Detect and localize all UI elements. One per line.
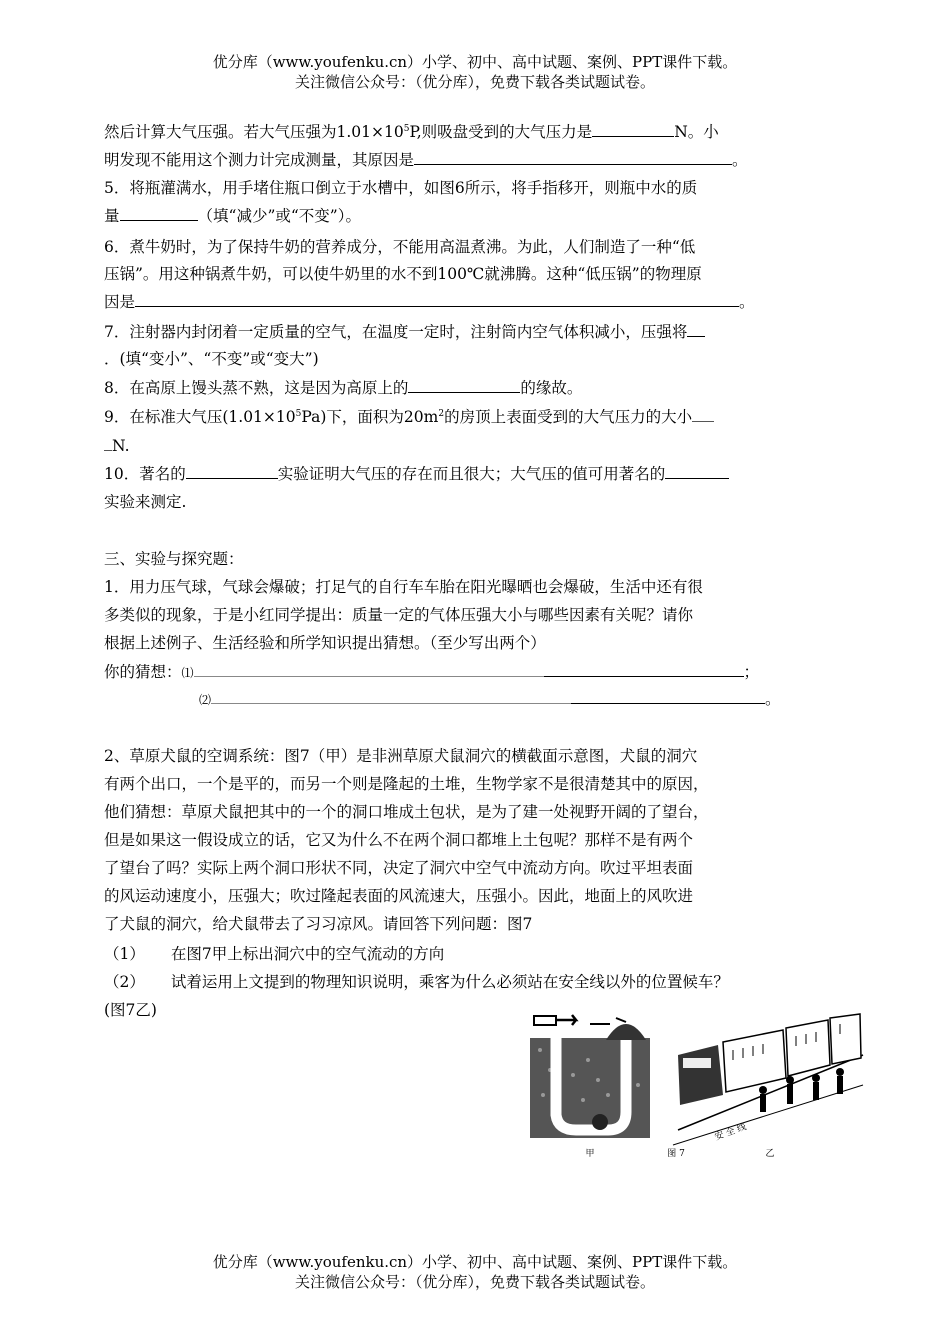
q7-line-2: ．(填“变小”、“不变”或“变大”) — [104, 350, 319, 368]
q9-exponent: 5 — [295, 408, 302, 419]
q9-line-1 — [104, 407, 714, 427]
q9-exponent-2: 2 — [438, 408, 445, 419]
q8-blank[interactable] — [408, 378, 520, 393]
q9-blank[interactable] — [692, 407, 714, 422]
header-line-2: 关注微信公众号：（优分库），免费下载各类试题试卷。 — [294, 73, 655, 91]
label-yi: 乙 — [765, 1149, 775, 1159]
q6-line-3 — [104, 292, 755, 312]
sub-question-2 — [104, 972, 729, 992]
sub-1-text: 在图7甲上标出洞穴中的空气流动的方向 — [170, 945, 445, 963]
s3-q2-line-6: 的风运动速度小，压强大；吹过隆起表面的风流速大，压强小。因此，地面上的风吹进 — [104, 887, 694, 905]
sub-2-number: （2） — [104, 973, 145, 991]
q6-line-1: 6．煮牛奶时，为了保持牛奶的营养成分，不能用高温煮沸。为此，人们制造了一种“低 — [104, 238, 696, 256]
q6-line-2: 压锅”。用这种锅煮牛奶，可以使牛奶里的水不到100℃就沸腾。这种“低压锅”的物理原 — [104, 265, 702, 283]
q6-text-c: 因是 — [104, 293, 136, 311]
q4-blank-reason[interactable] — [414, 150, 732, 165]
guess-2-blank-b[interactable] — [571, 689, 765, 704]
s3-q2-line-7: 了犬鼠的洞穴，给犬鼠带去了习习凉风。请回答下列问题：图7 — [104, 915, 533, 933]
guess-2-end: 。 — [765, 690, 781, 708]
q10-line-1 — [104, 464, 729, 484]
guess-2-blank-a[interactable] — [211, 689, 571, 704]
guess-label: 你的猜想： — [104, 663, 182, 681]
q5-line-2 — [104, 206, 361, 226]
sub-2-figure-ref: (图7乙) — [104, 1001, 157, 1019]
s3-q1-line-2: 多类似的现象，于是小红同学提出：质量一定的气体压强大小与哪些因素有关呢？请你 — [104, 606, 694, 624]
q7-line-1 — [104, 322, 705, 342]
q9-blank-cont[interactable] — [104, 436, 112, 451]
q4-exponent: 5 — [403, 123, 410, 134]
s3-q2-line-5: 了望台了吗？实际上两个洞口形状不同，决定了洞穴中空气中流动方向。吹过平坦表面 — [104, 859, 694, 877]
sub-2-text: 试着运用上文提到的物理知识说明，乘客为什么必须站在安全线以外的位置候车？ — [170, 973, 729, 991]
q5-blank[interactable] — [120, 206, 198, 221]
safety-line-label: 安 全 线 — [713, 1122, 748, 1143]
section-3-title: 三、实验与探究题： — [104, 550, 244, 568]
guess-1-blank-a[interactable] — [194, 662, 544, 677]
q4-text-c: N。小 — [674, 123, 719, 141]
guess-2-number: ⑵ — [199, 693, 212, 707]
sub-question-1 — [104, 944, 444, 964]
figure-7-drawing — [528, 1010, 868, 1160]
q10-blank-2[interactable] — [665, 464, 729, 479]
s3-q2-line-1: 2、草原犬鼠的空调系统：图7（甲）是非洲草原犬鼠洞穴的横截面示意图，犬鼠的洞穴 — [104, 747, 698, 765]
s3-q1-line-3: 根据上述例子、生活经验和所学知识提出猜想。（至少写出两个） — [104, 634, 546, 652]
label-figure-7: 图 7 — [667, 1149, 685, 1159]
q5-text-c: （填“减少”或“不变”）。 — [197, 207, 361, 225]
q4-text-end: 。 — [732, 151, 748, 169]
s3-q1-line-1: 1．用力压气球，气球会爆破；打足气的自行车车胎在阳光曝晒也会爆破，生活中还有很 — [104, 578, 703, 596]
q6-text-d: 。 — [739, 293, 755, 311]
q7-text-a: 7．注射器内封闭着一定质量的空气，在温度一定时，注射筒内空气体积减小，压强将 — [104, 323, 688, 341]
footer-line-2: 关注微信公众号：（优分库），免费下载各类试题试卷。 — [294, 1273, 655, 1291]
q9-text-d: N. — [112, 437, 130, 455]
q4-text-reason: 明发现不能用这个测力计完成测量，其原因是 — [104, 151, 415, 169]
q5-text-b: 量 — [104, 207, 120, 225]
q4-blank-force[interactable] — [592, 122, 674, 137]
q4-continuation-line — [104, 122, 719, 142]
guess-1-end: ； — [743, 663, 760, 681]
q6-blank[interactable] — [135, 292, 739, 307]
s3-q2-line-3: 他们猜想：草原犬鼠把其中的一个的洞口堆成土包状，是为了建一处视野开阔的了望台， — [104, 803, 709, 821]
q4-text-b: P,则吸盘受到的大气压力是 — [409, 123, 593, 141]
sub-1-number: （1） — [104, 945, 145, 963]
footer-line-1: 优分库（www.youfenku.cn）小学、初中、高中试题、案例、PPT课件下载。 — [212, 1253, 738, 1271]
guess-line-2 — [199, 689, 781, 710]
label-jia: 甲 — [585, 1149, 595, 1159]
header-line-1: 优分库（www.youfenku.cn）小学、初中、高中试题、案例、PPT课件下载。 — [212, 53, 738, 71]
q4-continuation-line-2 — [104, 150, 748, 170]
train-platform-scene — [673, 1014, 863, 1145]
q10-blank-1[interactable] — [186, 464, 278, 479]
q8-text-a: 8．在高原上馒头蒸不熟，这是因为高原上的 — [104, 379, 409, 397]
burrow-diagram — [530, 1015, 650, 1138]
q8-text-b: 的缘故。 — [520, 379, 583, 397]
q10-text-a: 10．著名的 — [104, 465, 186, 483]
figure-7 — [528, 1010, 868, 1160]
guess-1-number: ⑴ — [181, 666, 194, 680]
q4-text-a: 然后计算大气压强。若大气压强为1.01×10 — [104, 123, 404, 141]
guess-1-blank-b[interactable] — [544, 662, 744, 677]
q9-text-c: 的房顶上表面受到的大气压力的大小 — [444, 408, 693, 426]
q10-text-b: 实验证明大气压的存在而且很大；大气压的值可用著名的 — [277, 465, 666, 483]
q9-text-a: 9．在标准大气压(1.01×10 — [104, 408, 296, 426]
q10-line-2: 实验来测定. — [104, 493, 187, 511]
q7-blank[interactable] — [687, 322, 705, 337]
guess-line-1 — [104, 662, 759, 683]
q9-text-b: Pa)下，面积为20m — [301, 408, 439, 426]
q8-line — [104, 378, 582, 398]
q9-line-2 — [104, 436, 130, 456]
s3-q2-line-2: 有两个出口，一个是平的，而另一个则是隆起的土堆，生物学家不是很清楚其中的原因， — [104, 775, 709, 793]
q5-line-1: 5．将瓶灌满水，用手堵住瓶口倒立于水槽中，如图6所示，将手指移开，则瓶中水的质 — [104, 179, 698, 197]
s3-q2-line-4: 但是如果这一假设成立的话，它又为什么不在两个洞口都堆上土包呢？那样不是有两个 — [104, 831, 694, 849]
